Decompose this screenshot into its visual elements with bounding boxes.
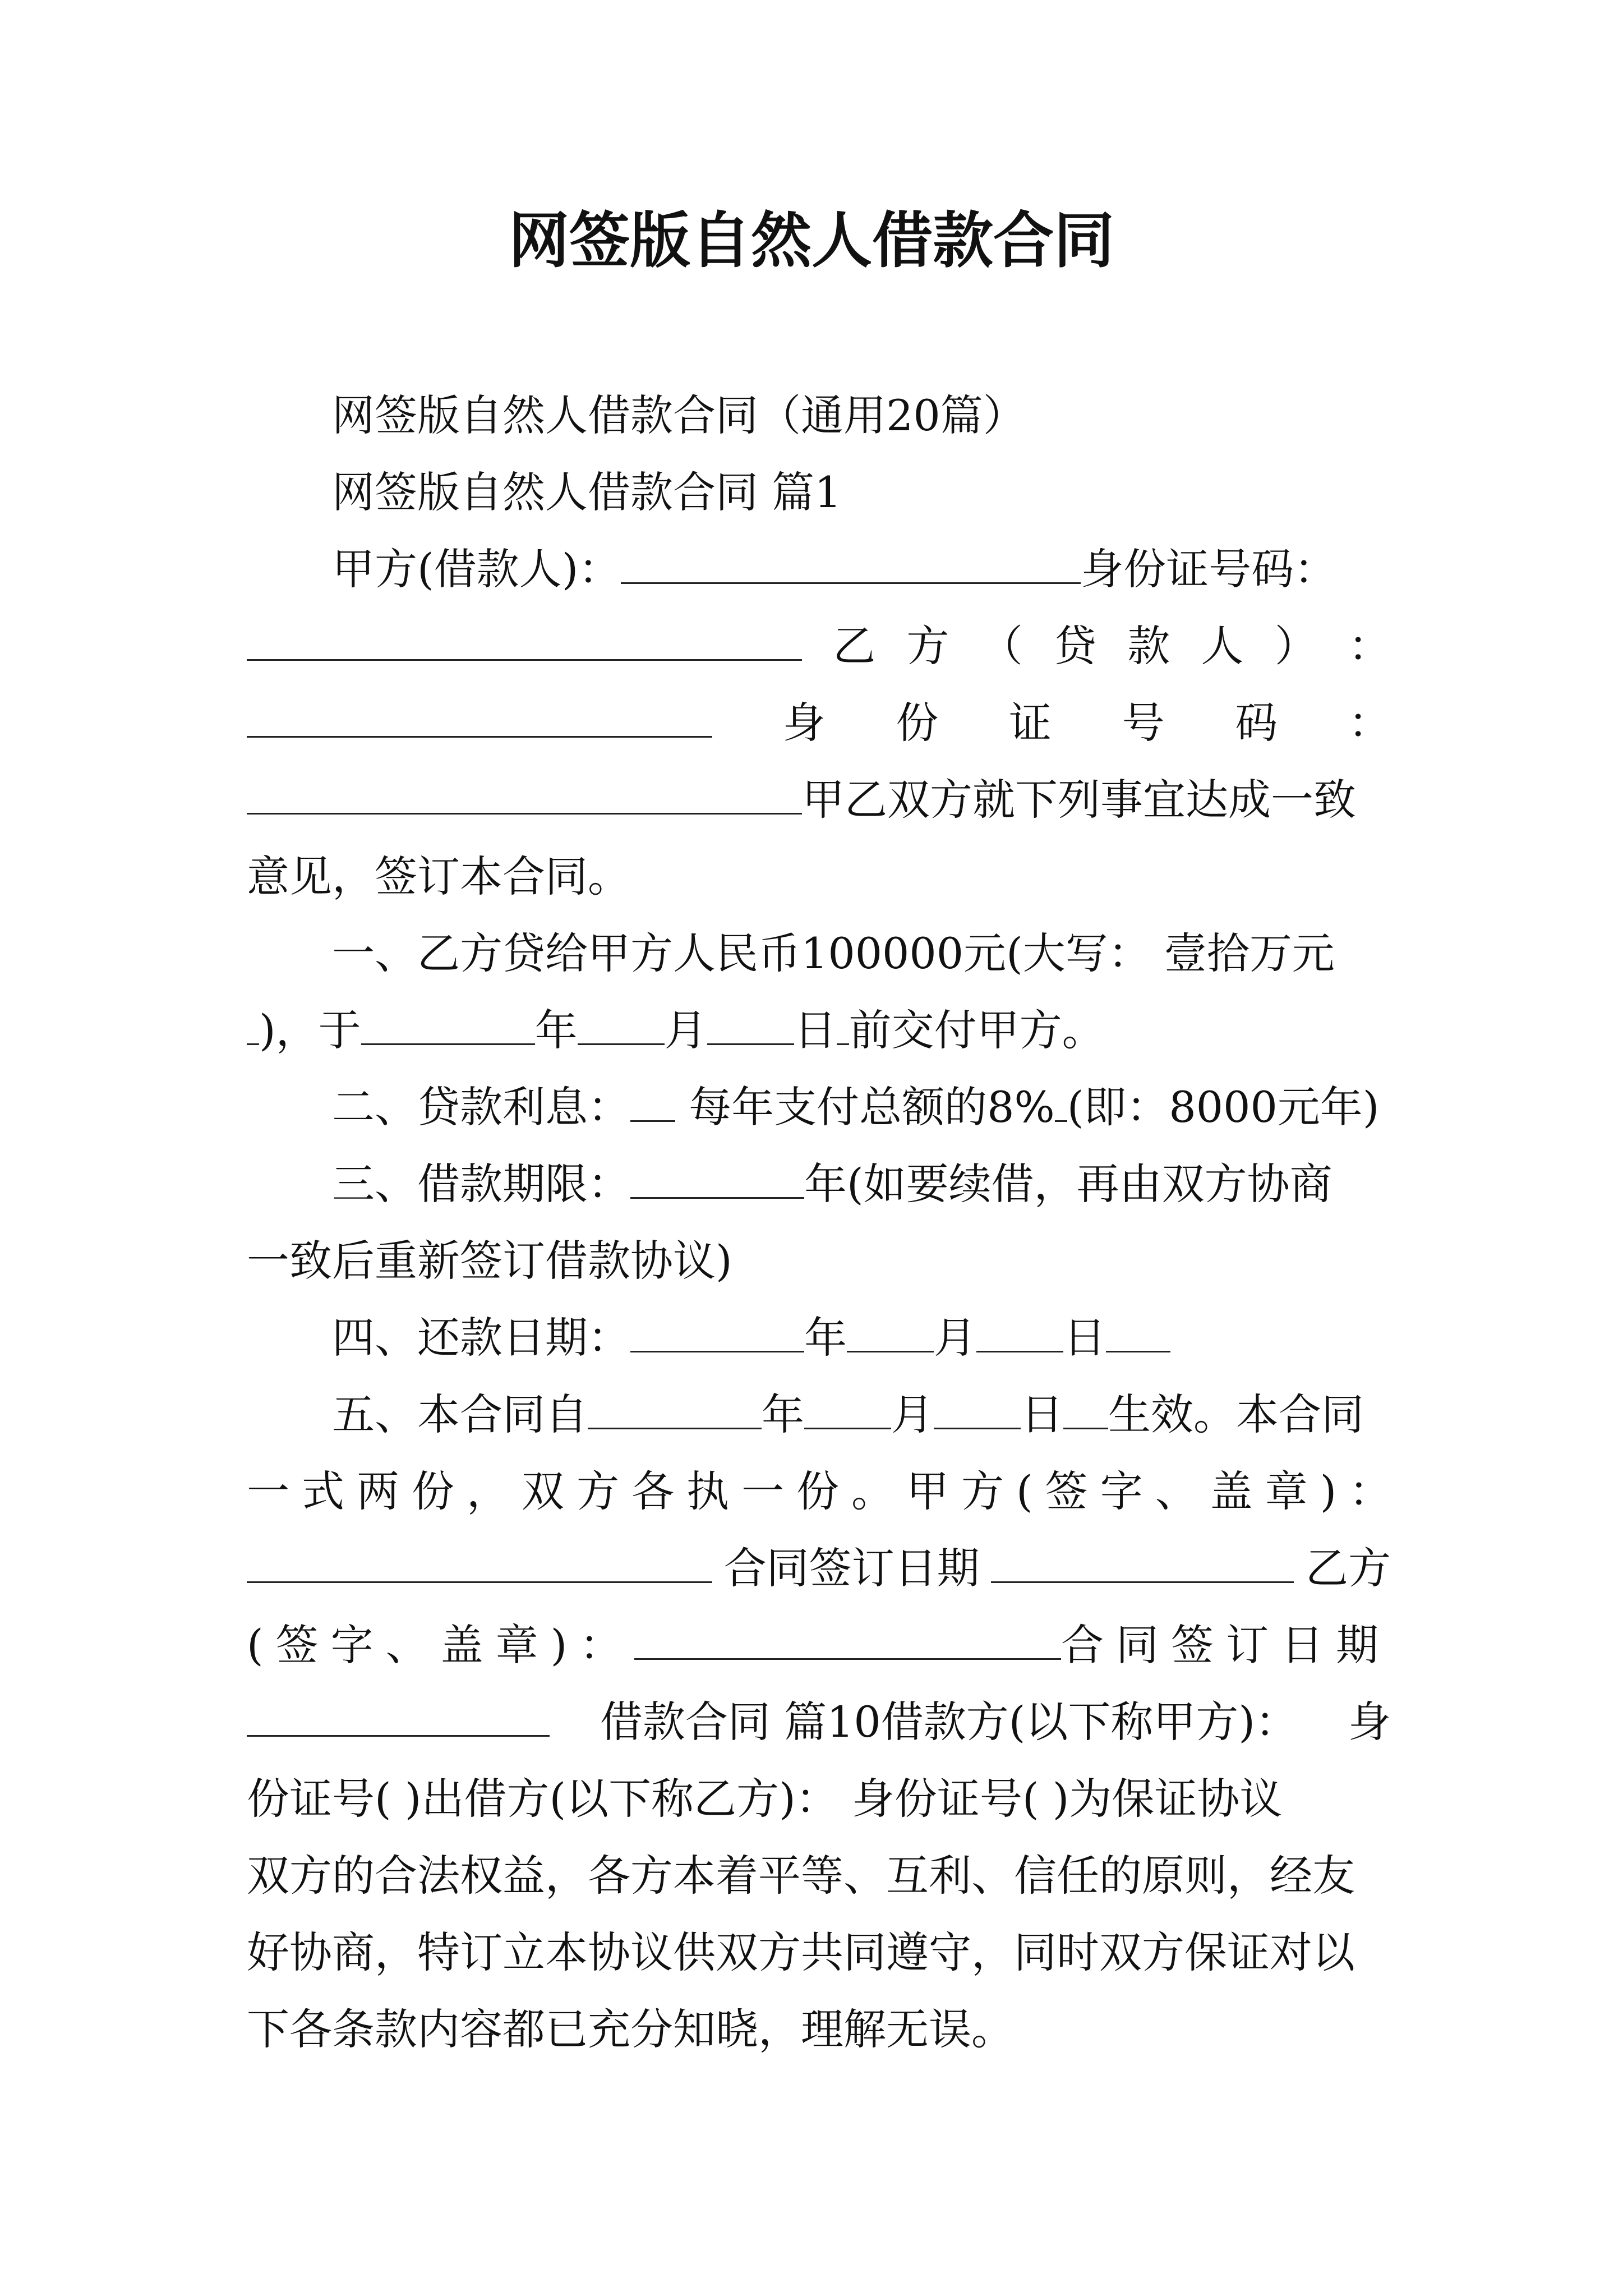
- party-b-name-blank: [247, 702, 712, 738]
- signature-b-line: (签字、盖章)： 合同签订日期: [247, 1620, 1391, 1670]
- party-b-line: 乙 方 （ 贷 款 人 ） ：: [247, 608, 1391, 684]
- clause-4: 四、还款日期： 年 月 日: [247, 1299, 1391, 1376]
- party-b-signature-blank: [634, 1625, 1061, 1660]
- month-blank: [578, 1010, 665, 1045]
- document-title: 网签版自然人借款合同: [508, 206, 1114, 276]
- clause-1-cont: )，于 年 月 日 前交付甲方。: [247, 992, 1391, 1069]
- agreement-line-cont: 意见，签订本合同。: [247, 852, 630, 901]
- sign-date-blank: [991, 1548, 1294, 1583]
- paragraph-line: 好协商，特订立本协议供双方共同遵守，同时双方保证对以: [247, 1927, 1355, 1977]
- clause-2: 二、贷款利息： 每年支付总额的8% (即：8000元年): [332, 1082, 1380, 1132]
- party-a-signature-blank: [247, 1548, 712, 1583]
- year-blank: [361, 1010, 535, 1045]
- paragraph-line: 份证号( )出借方(以下称乙方)： 身份证号( )为保证协议: [247, 1774, 1283, 1824]
- party-a-name-blank: [621, 549, 1081, 584]
- clause-3-cont: 一致后重新签订借款协议): [247, 1236, 732, 1286]
- subtitle-line: 网签版自然人借款合同（通用20篇）: [332, 390, 1026, 440]
- agreement-line: 甲乙双方就下列事宜达成一致: [247, 761, 1391, 838]
- clause-1: 一、乙方贷给甲方人民币100000元(大写： 壹拾万元: [332, 928, 1335, 978]
- party-b-id-blank: [247, 779, 802, 815]
- day-blank: [707, 1010, 794, 1045]
- party-b-id-line: 身 份 证 号 码 ：: [247, 684, 1391, 761]
- signature-a-line: 合同签订日期 乙方: [247, 1530, 1391, 1607]
- party-a-line: 甲方(借款人)： 身份证号码：: [332, 544, 1337, 594]
- paragraph-line: 下各条款内容都已充分知晓，理解无误。: [247, 2004, 1014, 2054]
- section-heading: 网签版自然人借款合同 篇1: [332, 467, 842, 517]
- term-blank: [630, 1163, 804, 1199]
- party-a-id-blank: [247, 625, 802, 661]
- clause-5-cont: 一式两份，双方各执一份。甲方(签字、盖章)：: [247, 1466, 1404, 1516]
- document-body: [247, 377, 1404, 2068]
- clause-5: 五、本合同自 年 月 日 生效。本合同: [332, 1389, 1364, 1439]
- section-10-line: 借款合同 篇10借款方(以下称甲方)： 身: [247, 1683, 1391, 1760]
- clause-3: 三、借款期限： 年(如要续借，再由双方协商: [332, 1159, 1332, 1209]
- paragraph-line: 双方的合法权益，各方本着平等、互利、信任的原则，经友: [247, 1851, 1355, 1901]
